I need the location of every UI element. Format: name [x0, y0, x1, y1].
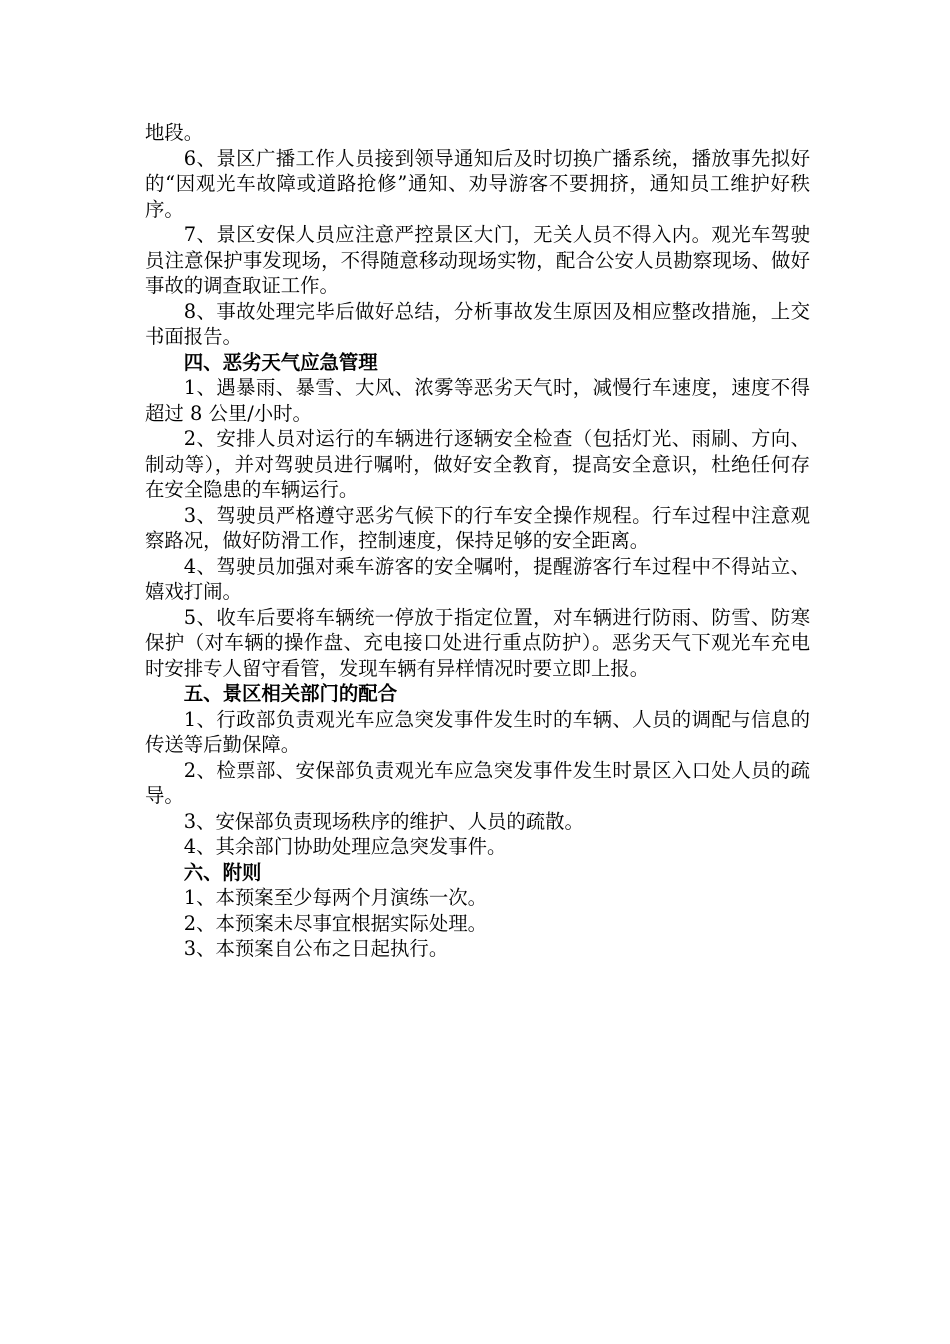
paragraph-dept-1: 1、行政部负责观光车应急突发事件发生时的车辆、人员的调配与信息的传送等后勤保障。 [145, 707, 810, 756]
paragraph-weather-5: 5、收车后要将车辆统一停放于指定位置，对车辆进行防雨、防雪、防寒保护（对车辆的操作盘、充电接口处进行重点防护）。恶劣天气下观光车充电时安排专人留守看管，发现车辆有异样情况时要立即上报。 [145, 605, 810, 680]
paragraph-item-6: 6、景区广播工作人员接到领导通知后及时切换广播系统，播放事先拟好的“因观光车故障或道路抢修”通知、劝导游客不要拥挤，通知员工维护好秩序。 [145, 146, 810, 221]
section-heading-6: 六、附则 [183, 860, 262, 884]
paragraph-appendix-3: 3、本预案自公布之日起执行。 [183, 937, 449, 960]
paragraph-weather-4: 4、驾驶员加强对乘车游客的安全嘱咐，提醒游客行车过程中不得站立、嬉戏打闹。 [145, 554, 810, 603]
paragraph-dept-3: 3、安保部负责现场秩序的维护、人员的疏散。 [183, 809, 584, 833]
section-heading-4: 四、恶劣天气应急管理 [183, 350, 378, 374]
paragraph-appendix-1: 1、本预案至少每两个月演练一次。 [183, 886, 487, 909]
document-page [145, 120, 810, 962]
paragraph-item-8: 8、事故处理完毕后做好总结，分析事故发生原因及相应整改措施，上交书面报告。 [145, 299, 810, 348]
paragraph-weather-2: 2、安排人员对运行的车辆进行逐辆安全检查（包括灯光、雨刷、方向、制动等），并对驾驶员进行嘱咐，做好安全教育，提高安全意识，杜绝任何存在安全隐患的车辆运行。 [145, 427, 810, 501]
paragraph-weather-3: 3、驾驶员严格遵守恶劣气候下的行车安全操作规程。行车过程中注意观察路况，做好防滑工作，控制速度，保持足够的安全距离。 [145, 503, 810, 552]
paragraph-continuation: 地段。 [145, 121, 204, 144]
paragraph-dept-2: 2、检票部、安保部负责观光车应急突发事件发生时景区入口处人员的疏导。 [145, 758, 810, 807]
paragraph-appendix-2: 2、本预案未尽事宜根据实际处理。 [183, 911, 487, 935]
paragraph-weather-1: 1、遇暴雨、暴雪、大风、浓雾等恶劣天气时，减慢行车速度，速度不得超过 8 公里/小时。 [145, 376, 810, 425]
paragraph-item-7: 7、景区安保人员应注意严控景区大门，无关人员不得入内。观光车驾驶员注意保护事发现场，不得随意移动现场实物，配合公安人员勘察现场、做好事故的调查取证工作。 [145, 223, 810, 297]
paragraph-dept-4: 4、其余部门协助处理应急突发事件。 [183, 835, 507, 858]
section-heading-5: 五、景区相关部门的配合 [183, 682, 398, 705]
